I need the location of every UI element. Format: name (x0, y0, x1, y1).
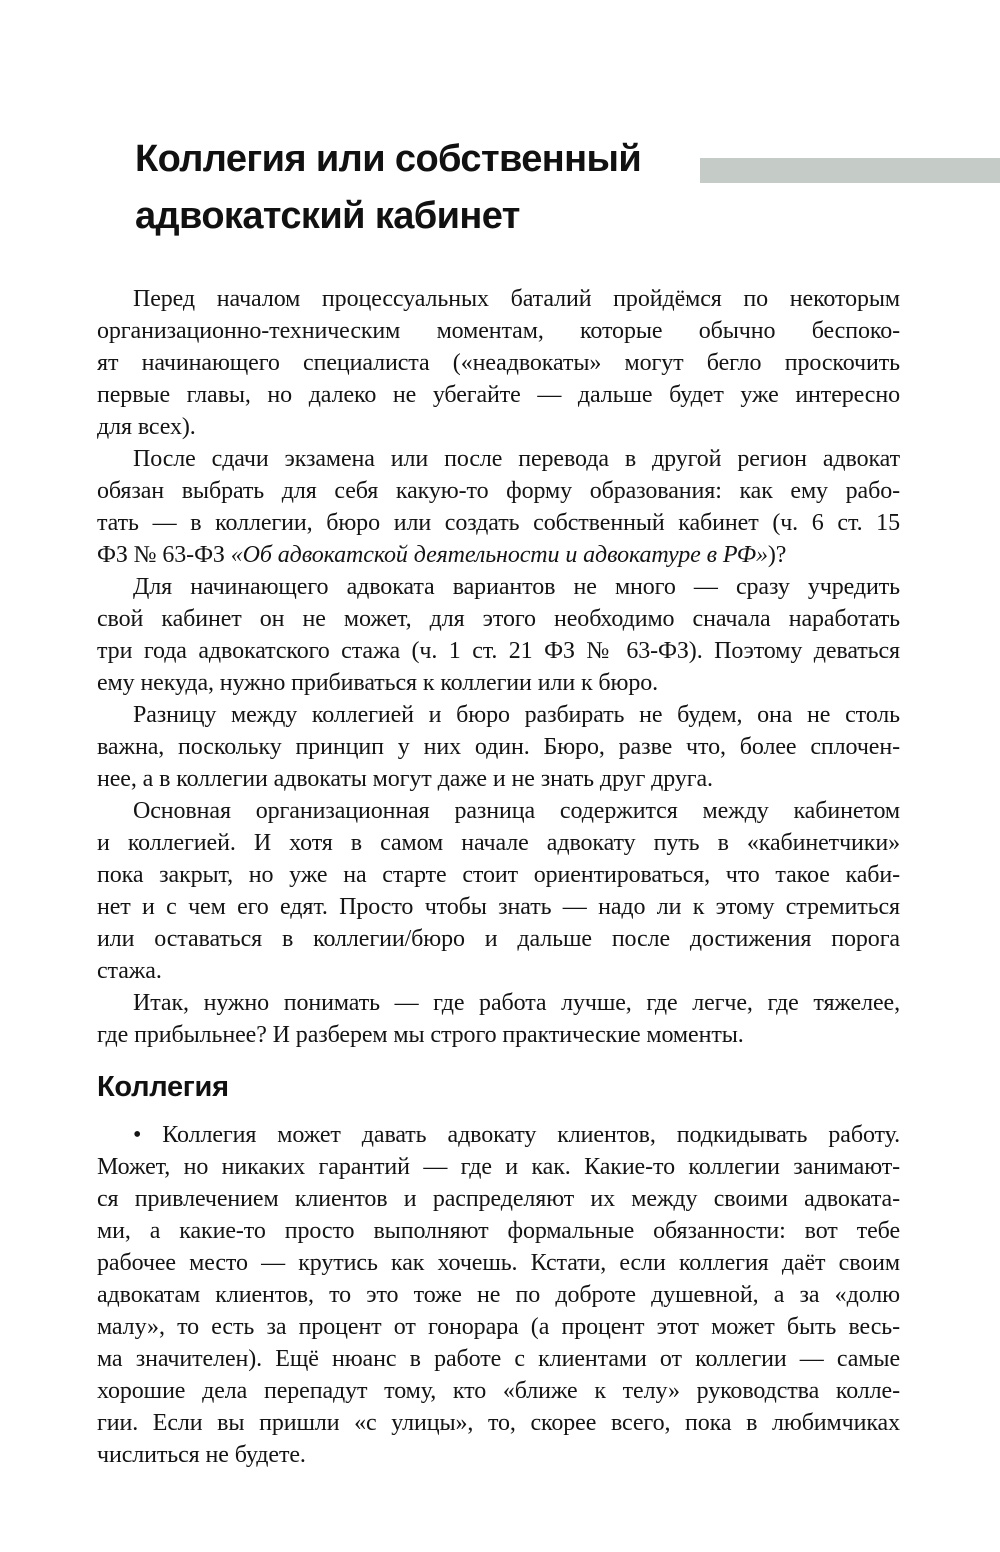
text-line: рабочее место — крутись как хочешь. Кстати, если коллегия даёт своим (97, 1250, 900, 1276)
paragraph (97, 987, 900, 1051)
section-heading-kollegiya: Коллегия (97, 1071, 229, 1103)
paragraph (97, 1119, 900, 1471)
text-line: где прибыльнее? И разберем мы строго практические моменты. (97, 1022, 744, 1048)
text-line: Итак, нужно понимать — где работа лучше, где легче, где тяжелее, (133, 990, 900, 1016)
chapter-title-line-2: адвокатский кабинет (135, 195, 520, 237)
text-line: ему некуда, нужно прибиваться к коллегии или к бюро. (97, 670, 659, 696)
paragraph (97, 795, 900, 987)
italic-law-title: «Об адвокатской деятельности и адвокатуре в РФ» (230, 542, 768, 568)
text-line: ся привлечением клиентов и распределяют их между своими адвоката- (97, 1186, 900, 1212)
text-line: ма значителен). Ещё нюанс в работе с клиентами от коллегии — самые (97, 1346, 900, 1372)
text-line: пока закрыт, но уже на старте стоит ориентироваться, что такое каби- (97, 862, 900, 888)
text-line: нее, а в коллегии адвокаты могут даже и не знать друг друга. (97, 766, 713, 792)
text-line: ят начинающего специалиста («неадвокаты» могут бегло проскочить (97, 350, 900, 376)
text-line: гии. Если вы пришли «с улицы», то, скорее всего, пока в любимчиках (97, 1410, 900, 1436)
title-decoration-bar (700, 158, 1000, 183)
text-line: организационно-техническим моментам, которые обычно беспоко- (97, 318, 900, 344)
section-bullet-paragraphs (97, 1119, 900, 1471)
text-line: После сдачи экзамена или после перевода в другой регион адвокат (133, 446, 900, 472)
text-line: числиться не будете. (97, 1442, 306, 1468)
text-line: обязан выбрать для себя какую-то форму образования: как ему рабо- (97, 478, 900, 504)
text-line: Основная организационная разница содержится между кабинетом (133, 798, 900, 824)
text-line: Перед началом процессуальных баталий пройдёмся по некоторым (133, 286, 900, 312)
text-line: первые главы, но далеко не убегайте — дальше будет уже интересно (97, 382, 900, 408)
text-line: адвокатам клиентов, то это тоже не по доброте душевной, а за «долю (97, 1282, 900, 1308)
text-line (97, 539, 900, 571)
text-line: свой кабинет он не может, для этого необходимо сначала наработать (97, 606, 900, 632)
text-segment: )? (767, 542, 787, 568)
text-line: хорошие дела перепадут тому, кто «ближе к телу» руководства колле- (97, 1378, 900, 1404)
text-line: три года адвокатского стажа (ч. 1 ст. 21 ФЗ № 63-ФЗ). Поэтому деваться (97, 638, 900, 664)
text-line: для всех). (97, 414, 196, 440)
text-line: тать — в коллегии, бюро или создать собственный кабинет (ч. 6 ст. 15 (97, 510, 900, 536)
intro-paragraphs (97, 283, 900, 1051)
text-line: Для начинающего адвоката вариантов не много — сразу учредить (133, 574, 900, 600)
paragraph (97, 283, 900, 443)
text-line: стажа. (97, 958, 162, 984)
text-line: малу», то есть за процент от гонорара (а процент этот может быть весь- (97, 1314, 900, 1340)
text-line: ми, а какие-то просто выполняют формальные обязанности: вот тебе (97, 1218, 900, 1244)
text-segment: ФЗ № 63-ФЗ (97, 542, 231, 568)
chapter-title (135, 131, 641, 245)
text-line: Может, но никаких гарантий — где и как. Какие-то коллегии занимают- (97, 1154, 900, 1180)
chapter-title-line-1: Коллегия или собственный (135, 138, 642, 180)
paragraph (97, 443, 900, 571)
text-line: или оставаться в коллегии/бюро и дальше после достижения порога (97, 926, 900, 952)
paragraph (97, 571, 900, 699)
paragraph (97, 699, 900, 795)
text-line: важна, поскольку принцип у них один. Бюро, разве что, более сплочен- (97, 734, 900, 760)
text-line: Разницу между коллегией и бюро разбирать не будем, она не столь (133, 702, 900, 728)
text-line: и коллегией. И хотя в самом начале адвокату путь в «кабинетчики» (97, 830, 900, 856)
text-line: • Коллегия может давать адвокату клиентов, подкидывать работу. (133, 1122, 900, 1148)
body-text-column (97, 283, 900, 1471)
text-line: нет и с чем его едят. Просто чтобы знать — надо ли к этому стремиться (97, 894, 900, 920)
